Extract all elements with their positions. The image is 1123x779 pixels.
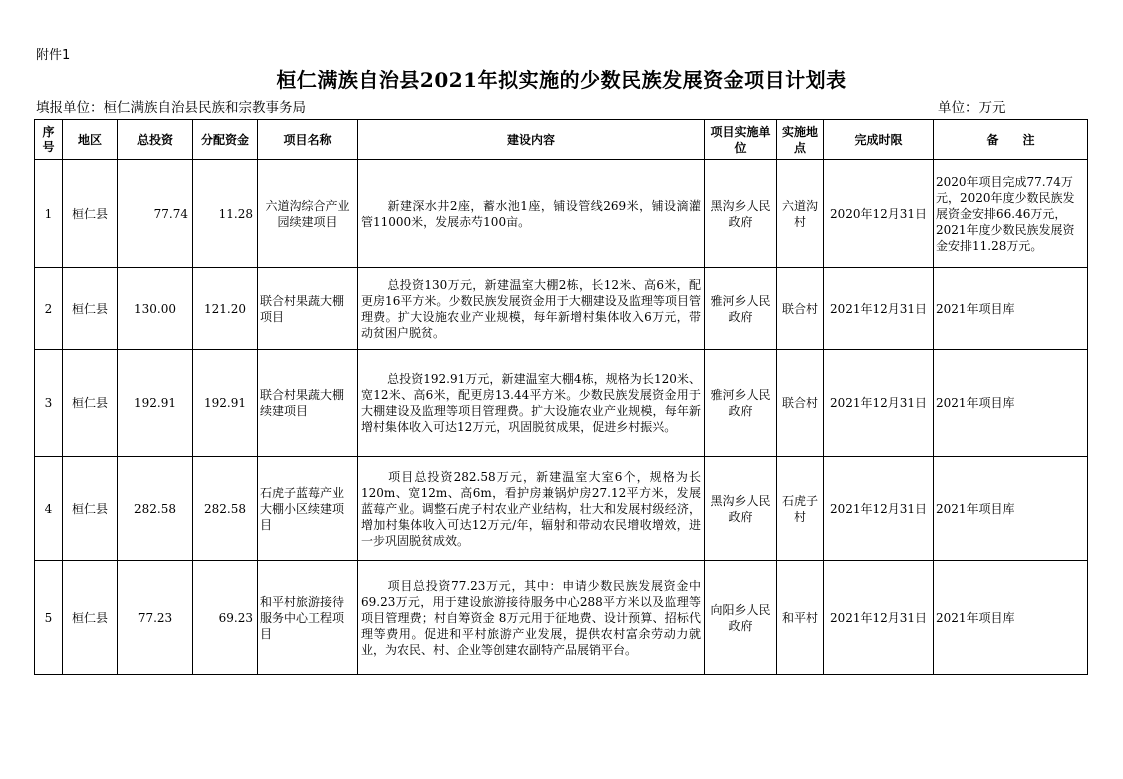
row-note: 2021年项目库	[934, 457, 1088, 561]
row-region: 桓仁县	[63, 268, 118, 350]
row-impl-unit: 黑沟乡人民政府	[705, 457, 777, 561]
row-no: 2	[35, 268, 63, 350]
row-place: 和平村	[777, 561, 824, 675]
table-row	[35, 561, 1088, 675]
row-region: 桓仁县	[63, 457, 118, 561]
row-project-name: 和平村旅游接待服务中心工程项目	[258, 561, 358, 675]
row-note: 2021年项目库	[934, 350, 1088, 457]
row-deadline: 2021年12月31日	[824, 350, 934, 457]
row-content-text: 项目总投资77.23万元，其中：申请少数民族发展资金中69.23万元，用于建设旅游接待服务中心288平方米以及监理等项目管理费；村自筹资金 8万元用于征地费、设计预算、招标代理等费用。促进和平村旅游产业发展，提供农村富余劳动力就业，为农民、村、企业等创建农副特产品展销平台。	[361, 578, 701, 657]
currency-unit: 单位：万元	[938, 100, 1006, 116]
row-place: 联合村	[777, 350, 824, 457]
row-region: 桓仁县	[63, 561, 118, 675]
header-deadline: 完成时限	[824, 120, 934, 160]
row-content-text: 总投资130万元，新建温室大棚2栋，长12米、高6米，配更房16平方米。少数民族发展资金用于大棚建设及监理等项目管理费。扩大设施农业产业规模，每年新增村集体收入6万元，带动贫困户脱贫。	[361, 277, 701, 340]
header-content: 建设内容	[358, 120, 705, 160]
row-allocated: 11.28	[193, 160, 258, 268]
row-region: 桓仁县	[63, 350, 118, 457]
header-allocated: 分配资金	[193, 120, 258, 160]
header-impl-unit: 项目实施单位	[705, 120, 777, 160]
row-region: 桓仁县	[63, 160, 118, 268]
header-total: 总投资	[118, 120, 193, 160]
row-total: 282.58	[118, 457, 193, 561]
row-content	[358, 268, 705, 350]
table-row	[35, 160, 1088, 268]
row-place: 六道沟村	[777, 160, 824, 268]
header-place: 实施地点	[777, 120, 824, 160]
row-content	[358, 350, 705, 457]
row-no: 3	[35, 350, 63, 457]
row-project-name: 联合村果蔬大棚项目	[258, 268, 358, 350]
row-project-name: 联合村果蔬大棚续建项目	[258, 350, 358, 457]
row-total: 77.74	[118, 160, 193, 268]
table-row	[35, 350, 1088, 457]
row-place: 石虎子村	[777, 457, 824, 561]
row-no: 4	[35, 457, 63, 561]
row-impl-unit: 雅河乡人民政府	[705, 350, 777, 457]
row-allocated: 192.91	[193, 350, 258, 457]
row-place: 联合村	[777, 268, 824, 350]
row-allocated: 69.23	[193, 561, 258, 675]
row-project-name: 石虎子蓝莓产业大棚小区续建项目	[258, 457, 358, 561]
row-no: 1	[35, 160, 63, 268]
attachment-label: 附件1	[36, 48, 71, 63]
row-content-text: 项目总投资282.58万元，新建温室大室6个，规格为长120m、宽12m、高6m，看护房兼锅炉房27.12平方米，发展蓝莓产业。调整石虎子村农业产业结构，壮大和发展村级经济，增加村集体收入可达12万元/年，辐射和带动农民增收增效，进一步巩固脱贫成效。	[361, 469, 701, 548]
row-deadline: 2020年12月31日	[824, 160, 934, 268]
table-row	[35, 457, 1088, 561]
row-note: 2021年项目库	[934, 561, 1088, 675]
row-content	[358, 457, 705, 561]
row-no: 5	[35, 561, 63, 675]
row-deadline: 2021年12月31日	[824, 457, 934, 561]
header-no: 序号	[35, 120, 63, 160]
page-title: 桓仁满族自治县2021年拟实施的少数民族发展资金项目计划表	[276, 68, 847, 92]
table-row	[35, 268, 1088, 350]
row-total: 192.91	[118, 350, 193, 457]
row-note: 2020年项目完成77.74万元，2020年度少数民族发展资金安排66.46万元，2021年度少数民族发展资金安排11.28万元。	[934, 160, 1088, 268]
row-content	[358, 160, 705, 268]
row-impl-unit: 向阳乡人民政府	[705, 561, 777, 675]
row-allocated: 121.20	[193, 268, 258, 350]
row-impl-unit: 雅河乡人民政府	[705, 268, 777, 350]
header-project-name: 项目名称	[258, 120, 358, 160]
row-note: 2021年项目库	[934, 268, 1088, 350]
row-content	[358, 561, 705, 675]
row-deadline: 2021年12月31日	[824, 268, 934, 350]
row-total: 130.00	[118, 268, 193, 350]
header-note: 备 注	[934, 120, 1088, 160]
row-total: 77.23	[118, 561, 193, 675]
row-deadline: 2021年12月31日	[824, 561, 934, 675]
row-content-text: 新建深水井2座，蓄水池1座，铺设管线269米，铺设滴灌管11000米，发展赤芍100亩。	[361, 198, 701, 229]
project-plan-table	[34, 119, 1088, 675]
table-header-row	[35, 120, 1088, 160]
row-allocated: 282.58	[193, 457, 258, 561]
row-content-text: 总投资192.91万元，新建温室大棚4栋，规格为长120米、宽12米、高6米，配更房13.44平方米。少数民族发展资金用于大棚建设及监理等项目管理费。扩大设施农业产业规模，每年新增村集体收入可达12万元，巩固脱贫成果，促进乡村振兴。	[361, 372, 701, 434]
header-region: 地区	[63, 120, 118, 160]
row-impl-unit: 黑沟乡人民政府	[705, 160, 777, 268]
row-project-name: 六道沟综合产业园续建项目	[258, 160, 358, 268]
reporting-unit: 填报单位：桓仁满族自治县民族和宗教事务局	[36, 100, 306, 116]
